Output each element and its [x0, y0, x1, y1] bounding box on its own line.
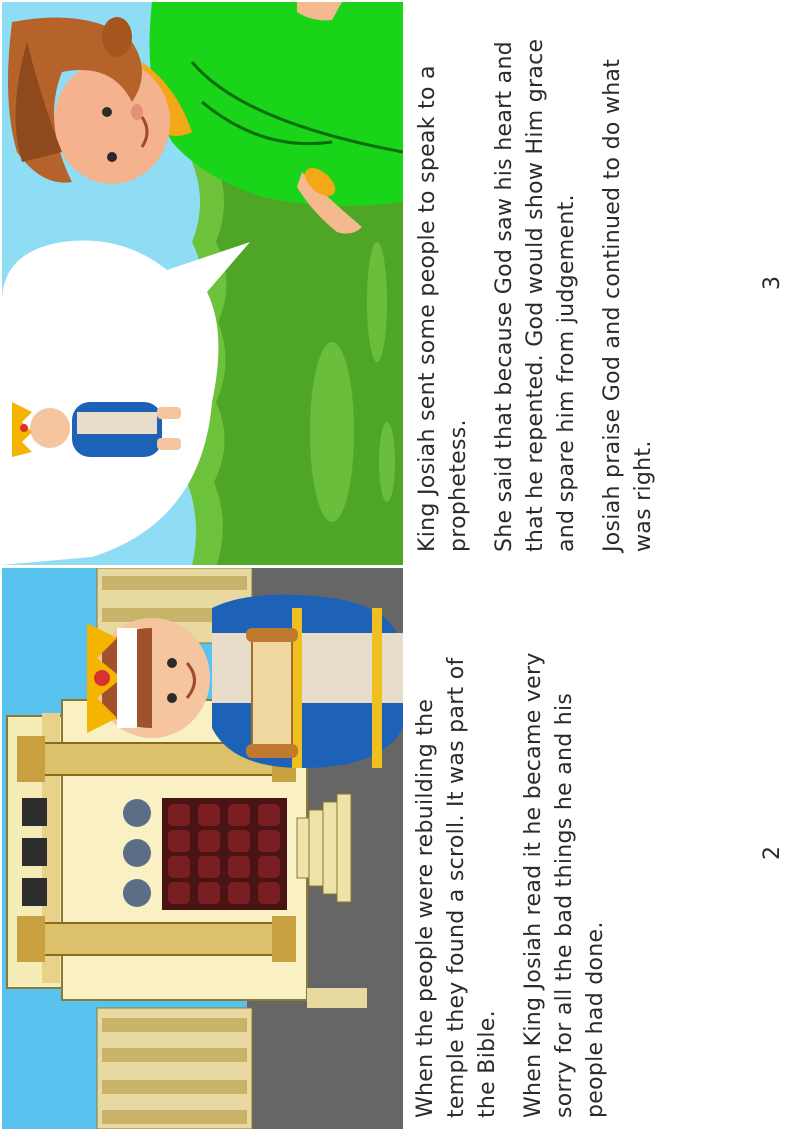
temple-illustration: [2, 568, 403, 1129]
crown-icon: [87, 623, 137, 733]
page-number: 3: [760, 276, 785, 290]
page-3-story-text: [412, 12, 674, 552]
page-2-story-text: [410, 618, 626, 1118]
scroll-icon: [246, 628, 298, 758]
story-paragraph: When the people were rebuilding the temple they found a scroll. It was part of the Bible.: [413, 657, 500, 1118]
story-paragraph: King Josiah sent some people to speak to a prophetess.: [415, 65, 471, 552]
prophetess-illustration: [2, 2, 403, 565]
story-paragraph: When King Josiah read it he became very sorry for all the bad things he and his people had done.: [521, 652, 608, 1118]
story-paragraph: Josiah praise God and continued to do what was right.: [600, 58, 656, 552]
page-number: 2: [760, 846, 785, 860]
story-paragraph: She said that because God saw his heart and that he repented. God would show Him grace and spare him from judgement.: [492, 38, 579, 552]
